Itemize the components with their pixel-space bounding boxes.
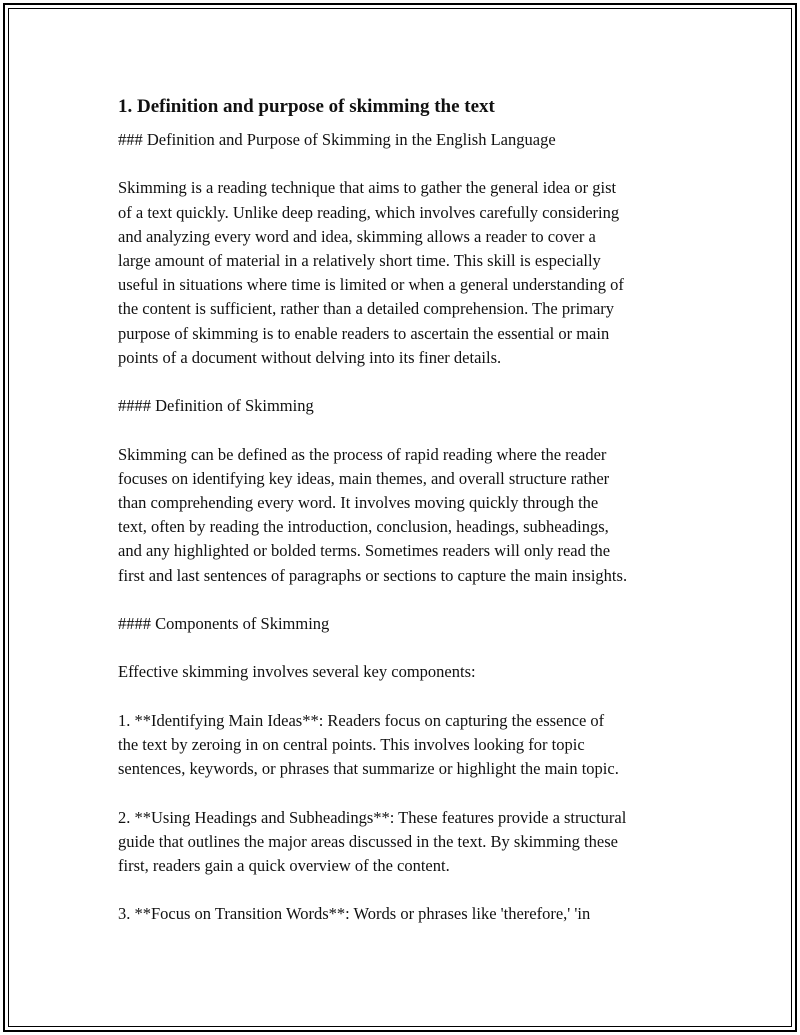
text-line: 2. **Using Headings and Subheadings**: These features provide a structural <box>118 807 627 827</box>
paragraph <box>118 612 698 636</box>
document-body <box>118 93 698 951</box>
text-line: of a text quickly. Unlike deep reading, which involves carefully considering <box>118 202 620 222</box>
text-line: Effective skimming involves several key components: <box>118 662 476 682</box>
text-line: first and last sentences of paragraphs or sections to capture the main insights. <box>118 565 628 585</box>
paragraph-list <box>118 128 698 927</box>
text-line: #### Definition of Skimming <box>118 396 314 416</box>
text-line: 1. **Identifying Main Ideas**: Readers focus on capturing the essence of <box>118 710 605 730</box>
text-line: 3. **Focus on Transition Words**: Words or phrases like 'therefore,' 'in <box>118 904 591 924</box>
paragraph <box>118 660 698 684</box>
paragraph <box>118 902 698 926</box>
paragraph <box>118 176 698 370</box>
text-line: the content is sufficient, rather than a detailed comprehension. The primary <box>118 299 615 319</box>
text-line: and analyzing every word and idea, skimming allows a reader to cover a <box>118 226 596 246</box>
text-line: Skimming is a reading technique that aims to gather the general idea or gist <box>118 178 617 198</box>
section-heading: 1. Definition and purpose of skimming the text <box>118 96 495 117</box>
text-line: and any highlighted or bolded terms. Sometimes readers will only read the <box>118 541 611 561</box>
text-line: the text by zeroing in on central points. This involves looking for topic <box>118 734 585 754</box>
text-line: large amount of material in a relatively short time. This skill is especially <box>118 251 601 270</box>
paragraph <box>118 443 698 588</box>
paragraph <box>118 806 698 879</box>
paragraph <box>118 709 698 782</box>
text-line: focuses on identifying key ideas, main themes, and overall structure rather <box>118 468 610 488</box>
paragraph <box>118 128 698 152</box>
text-line: purpose of skimming is to enable readers to ascertain the essential or main <box>118 323 610 343</box>
text-line: first, readers gain a quick overview of the content. <box>118 855 450 875</box>
paragraph <box>118 394 698 418</box>
text-line: useful in situations where time is limited or when a general understanding of <box>118 275 624 295</box>
text-line: Skimming can be defined as the process of rapid reading where the reader <box>118 444 607 464</box>
text-line: points of a document without delving into its finer details. <box>118 347 502 367</box>
text-line: #### Components of Skimming <box>118 614 330 633</box>
text-line: ### Definition and Purpose of Skimming in the English Language <box>118 130 556 149</box>
text-line: guide that outlines the major areas discussed in the text. By skimming these <box>118 831 618 851</box>
text-line: than comprehending every word. It involves moving quickly through the <box>118 493 599 512</box>
text-line: text, often by reading the introduction, conclusion, headings, subheadings, <box>118 517 609 537</box>
text-line: sentences, keywords, or phrases that summarize or highlight the main topic. <box>118 759 619 779</box>
